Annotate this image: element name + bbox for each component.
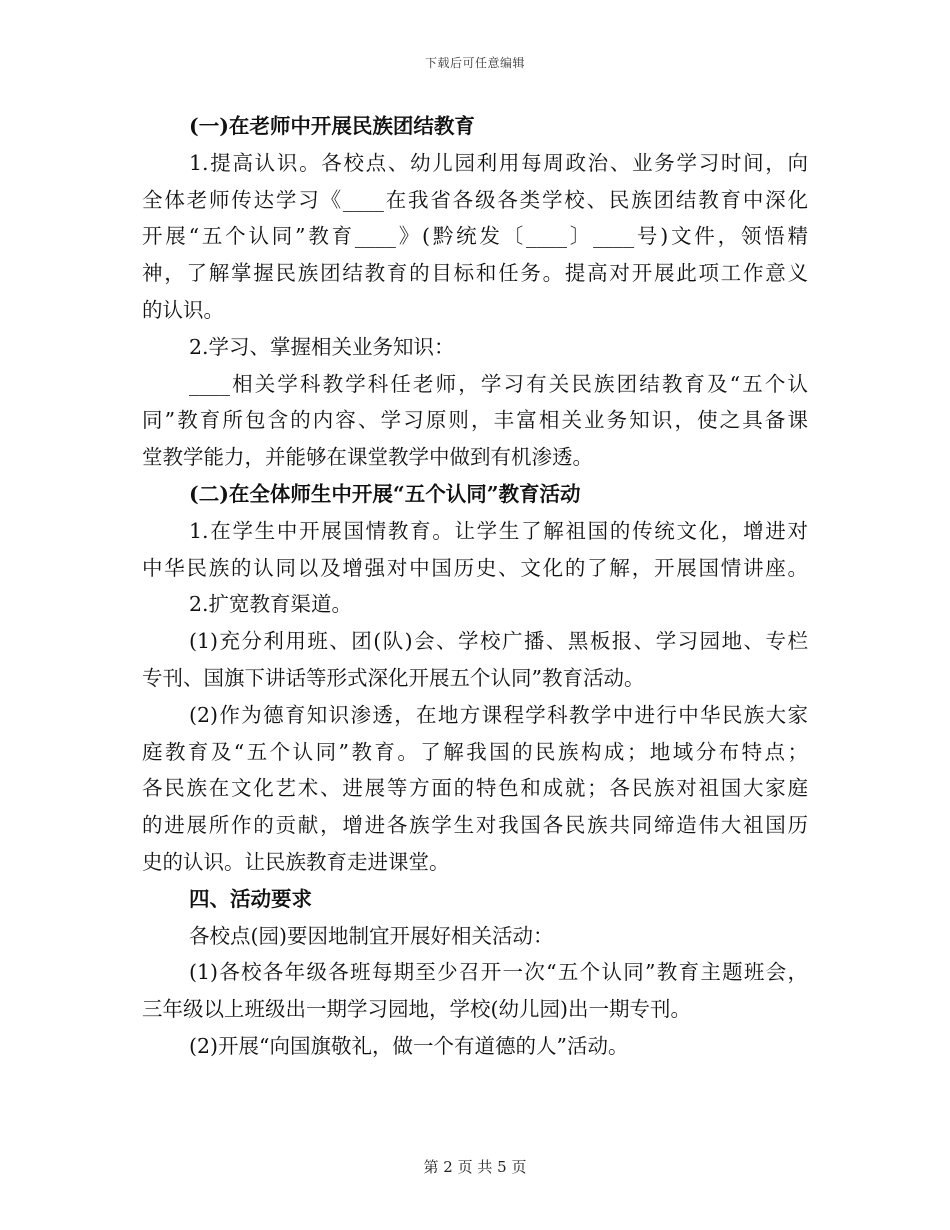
paragraph-line: 史的认识。让民族教育走进课堂。: [142, 850, 450, 874]
paragraph-line: 同”教育所包含的内容、学习原则，丰富相关业务知识，使之具备课: [142, 408, 808, 433]
paragraph-line: (2)开展“向国旗敬礼，做一个有道德的人”活动。: [189, 1034, 629, 1058]
page-footer: 第 2 页 共 5 页: [423, 1158, 527, 1176]
paragraph-line: 全体老师传达学习《____在我省各级各类学校、民族团结教育中深化: [142, 187, 808, 212]
paragraph-line: 的认识。: [142, 298, 224, 322]
paragraph-line: 堂教学能力，并能够在课堂教学中做到有机渗透。: [142, 445, 593, 470]
section-heading: 四、活动要求: [189, 886, 312, 911]
paragraph-line: 各校点(园)要因地制宜开展好相关活动：: [189, 923, 554, 948]
paragraph-line: 1.在学生中开展国情教育。让学生了解祖国的传统文化，增进对: [189, 518, 808, 543]
paragraph-line: 三年级以上班级出一期学习园地，学校(幼儿园)出一期专刊。: [142, 997, 691, 1022]
paragraph-line: 中华民族的认同以及增强对中国历史、文化的了解，开展国情讲座。: [142, 555, 808, 580]
paragraph-line: 开展“五个认同”教育____》(黔统发〔____〕____号)文件，领悟精: [142, 224, 808, 249]
paragraph-line: 专刊、国旗下讲话等形式深化开展五个认同”教育活动。: [142, 666, 645, 690]
paragraph-line: 各民族在文化艺术、进展等方面的特色和成就；各民族对祖国大家庭: [142, 776, 808, 801]
paragraph-line: ____相关学科教学科任老师，学习有关民族团结教育及“五个认: [189, 371, 808, 396]
section-heading: (二)在全体师生中开展“五个认同”教育活动: [189, 482, 581, 506]
section-heading: (一)在老师中开展民族团结教育: [189, 114, 475, 138]
paragraph-line: (1)充分利用班、团(队)会、学校广播、黑板报、学习园地、专栏: [189, 629, 808, 654]
paragraph-line: 庭教育及“五个认同”教育。了解我国的民族构成；地域分布特点；: [142, 739, 808, 764]
paragraph-line: 2.扩宽教育渠道。: [189, 592, 353, 617]
page-header: 下载后可任意编辑: [424, 56, 525, 70]
paragraph-line: (2)作为德育知识渗透，在地方课程学科教学中进行中华民族大家: [189, 702, 808, 727]
paragraph-line: 1.提高认识。各校点、幼儿园利用每周政治、业务学习时间，向: [189, 150, 808, 175]
paragraph-line: 2.学习、掌握相关业务知识：: [189, 334, 455, 359]
paragraph-line: 神，了解掌握民族团结教育的目标和任务。提高对开展此项工作意义: [142, 261, 808, 286]
paragraph-line: (1)各校各年级各班每期至少召开一次“五个认同”教育主题班会，: [189, 960, 808, 985]
paragraph-line: 的进展所作的贡献，增进各族学生对我国各民族共同缔造伟大祖国历: [142, 813, 808, 838]
